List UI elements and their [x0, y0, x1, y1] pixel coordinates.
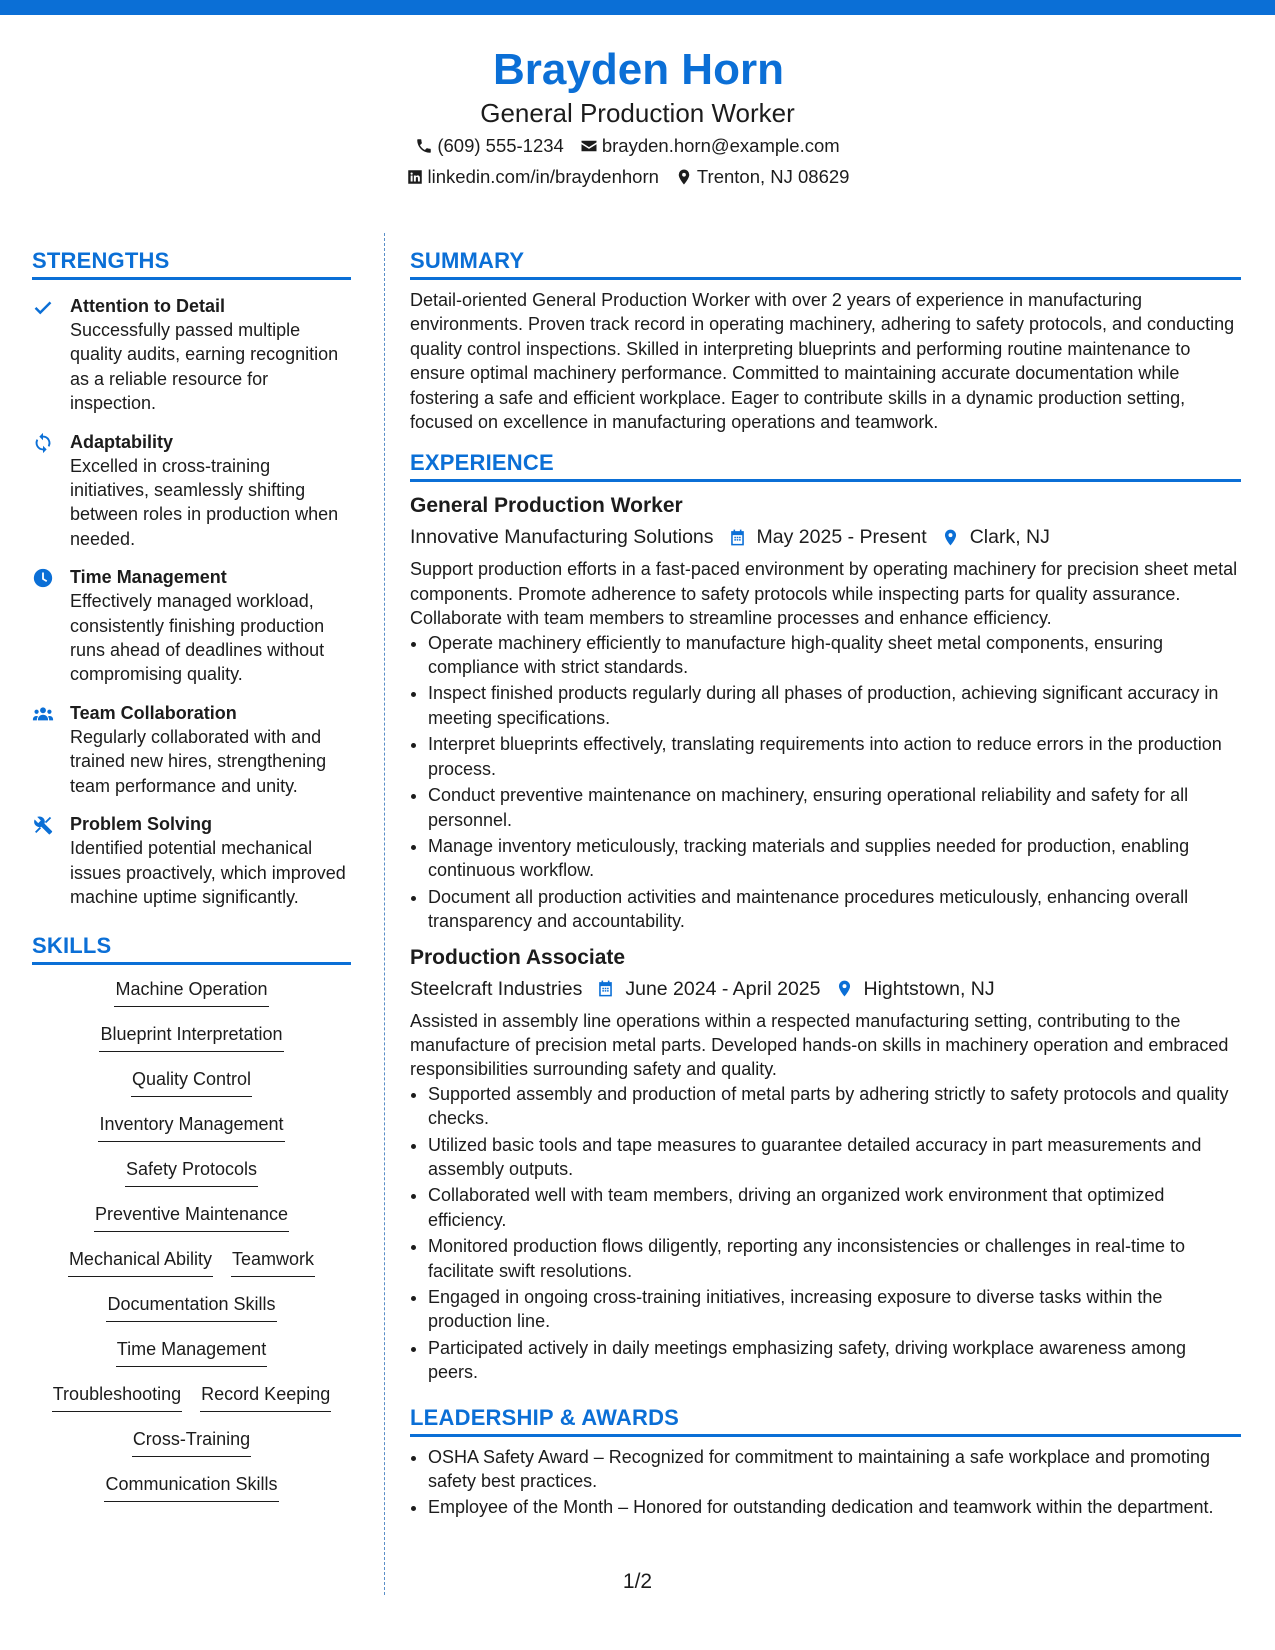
bullet-item: • Engaged in ongoing cross-training initiatives, increasing exposure to diverse tasks within the production line.: [428, 1285, 1241, 1334]
strength-item: [32, 430, 351, 552]
contact-email[interactable]: [580, 130, 840, 161]
skill-tag: Machine Operation: [114, 977, 268, 1007]
skill-tag: Time Management: [116, 1337, 267, 1367]
bullet-item: • Participated actively in daily meetings emphasizing safety, driving workplace awareness among peers.: [428, 1336, 1241, 1385]
skill-row: [32, 977, 351, 1022]
job-dates: May 2025 - Present: [756, 526, 927, 549]
summary-text: Detail-oriented General Production Worker with over 2 years of experience in manufacturing environments. Proven track record in operating machinery, adhering to safety protocols, and conducting quality control inspections. Skilled in interpreting blueprints and performing routine maintenance to ensure optimal machinery performance. Committed to maintaining accurate documentation while fostering a safe and efficient workplace. Eager to contribute skills in a dynamic production setting, focused on excellence in manufacturing operations and teamwork.: [410, 290, 1235, 433]
bullet-item: • Collaborated well with team members, driving an organized work environment that optimized efficiency.: [428, 1183, 1241, 1232]
bullet-item: • Inspect finished products regularly during all phases of production, achieving significant accuracy in meeting specifications.: [428, 681, 1241, 730]
strengths-list: [32, 294, 351, 909]
skill-tag: Safety Protocols: [125, 1157, 258, 1187]
bullet-item: • Operate machinery efficiently to manufacture high-quality sheet metal components, ensuring compliance with strict standards.: [428, 631, 1241, 680]
bullet-item: • Monitored production flows diligently, reporting any inconsistencies or challenges in real-time to facilitate swift resolutions.: [428, 1234, 1241, 1283]
job-meta: [410, 523, 1241, 551]
strength-item: [32, 812, 351, 909]
column-divider: [384, 233, 385, 1595]
resume-header: [0, 44, 1275, 192]
job-description: Assisted in assembly line operations within a respected manufacturing setting, contributing to the manufacture of precision metal parts. Developed hands-on skills in machinery operation and embraced responsibilities surrounding safety and quality.: [410, 1010, 1229, 1080]
left-column: [32, 246, 351, 1517]
skill-tag: Blueprint Interpretation: [99, 1022, 283, 1052]
page-number: 1/2: [622, 1570, 653, 1593]
bullet-item: • Interpret blueprints effectively, translating requirements into action to reduce errors in the production process.: [428, 732, 1241, 781]
bullet-item: • Utilized basic tools and tape measures to guarantee detailed accuracy in part measurements and assembly outputs.: [428, 1133, 1241, 1182]
contact-row-2: [0, 161, 1275, 192]
strength-title: Problem Solving: [70, 814, 213, 835]
strength-title: Attention to Detail: [70, 296, 225, 316]
job-dates: June 2024 - April 2025: [625, 977, 821, 1000]
candidate-title: General Production Worker: [480, 98, 795, 128]
contact-linkedin[interactable]: [406, 161, 659, 192]
skill-tag: Teamwork: [231, 1247, 315, 1277]
strengths-heading: STRENGTHS: [32, 246, 351, 280]
job-description: Support production efforts in a fast-paced environment by operating machinery for precision sheet metal components. Promote adherence to safety protocols while inspecting parts for quality assurance. Collaborate with team members to streamline processes and enhance efficiency.: [410, 559, 1238, 629]
experience-heading: EXPERIENCE: [410, 448, 1241, 482]
award-item: • Employee of the Month – Honored for outstanding dedication and teamwork within the department.: [428, 1495, 1241, 1519]
map-pin-icon: [675, 168, 693, 186]
sync-icon: [32, 432, 54, 454]
skill-tag: Cross-Training: [132, 1427, 251, 1457]
skill-tag: Documentation Skills: [106, 1292, 276, 1322]
skill-row: [32, 1202, 351, 1247]
bullet-item: • Document all production activities and maintenance procedures meticulously, enhancing overall transparency and accountability.: [428, 885, 1241, 934]
award-item: • OSHA Safety Award – Recognized for commitment to maintaining a safe workplace and promoting safety best practices.: [428, 1445, 1241, 1494]
awards-heading: LEADERSHIP & AWARDS: [410, 1403, 1241, 1437]
strength-desc: Successfully passed multiple quality audits, earning recognition as a reliable resource for inspection.: [70, 320, 339, 414]
tools-icon: [32, 814, 54, 836]
job-entry: [410, 492, 1241, 933]
job-bullets: [410, 1082, 1241, 1385]
strength-title: Adaptability: [70, 431, 174, 452]
job-meta: [410, 975, 1241, 1003]
clock-icon: [32, 567, 54, 589]
job-company: Steelcraft Industries: [410, 977, 583, 1000]
job-company: Innovative Manufacturing Solutions: [410, 526, 714, 549]
users-icon: [32, 703, 54, 725]
skill-row: [32, 1247, 351, 1292]
top-accent-bar: [0, 0, 1275, 15]
awards-list: [410, 1445, 1241, 1520]
skills-section: [32, 931, 351, 1517]
strength-desc: Excelled in cross-training initiatives, seamlessly shifting between roles in production when needed.: [70, 455, 339, 549]
skill-tag: Record Keeping: [200, 1382, 331, 1412]
job-title: Production Associate: [410, 945, 626, 969]
experience-section: [410, 448, 1241, 1384]
map-pin-icon: [941, 528, 960, 547]
strength-item: [32, 294, 351, 416]
envelope-icon: [580, 137, 598, 155]
map-pin-icon: [835, 979, 854, 998]
strength-desc: Effectively managed workload, consistently finishing production runs ahead of deadlines without compromising quality.: [70, 591, 325, 685]
skill-row: [32, 1292, 351, 1337]
skill-tag: Preventive Maintenance: [94, 1202, 289, 1232]
skills-list: [32, 977, 351, 1517]
calendar-icon: [596, 979, 615, 998]
calendar-icon: [728, 528, 747, 547]
bullet-item: • Manage inventory meticulously, tracking materials and supplies needed for production, enabling continuous workflow.: [428, 834, 1241, 883]
summary-heading: SUMMARY: [410, 246, 1241, 280]
check-icon: [32, 296, 54, 318]
strength-title: Team Collaboration: [70, 702, 237, 723]
skills-heading: SKILLS: [32, 931, 351, 965]
contact-phone[interactable]: [415, 130, 564, 161]
skill-row: [32, 1067, 351, 1112]
awards-section: [410, 1403, 1241, 1520]
skill-row: [32, 1022, 351, 1067]
job-entry: [410, 944, 1241, 1385]
location-text: Trenton, NJ 08629: [696, 166, 850, 187]
skill-row: [32, 1112, 351, 1157]
skill-tag: Mechanical Ability: [68, 1247, 213, 1277]
phone-icon: [415, 137, 433, 155]
job-bullets: [410, 631, 1241, 934]
job-title: General Production Worker: [410, 494, 683, 518]
strength-title: Time Management: [70, 567, 227, 588]
strength-item: [32, 701, 351, 798]
skill-tag: Troubleshooting: [52, 1382, 182, 1412]
strength-desc: Regularly collaborated with and trained new hires, strengthening team performance and unity.: [70, 726, 327, 796]
strength-item: [32, 565, 351, 687]
candidate-name: Brayden Horn: [493, 45, 784, 94]
skill-tag: Inventory Management: [98, 1112, 284, 1142]
contact-row-1: [0, 130, 1275, 161]
skill-row: [32, 1472, 351, 1517]
skill-row: [32, 1427, 351, 1472]
skill-tag: Quality Control: [131, 1067, 252, 1097]
email-text: brayden.horn@example.com: [601, 135, 840, 156]
contact-location: [675, 161, 850, 192]
bullet-item: • Conduct preventive maintenance on machinery, ensuring operational reliability and safety for all personnel.: [428, 783, 1241, 832]
job-location: Clark, NJ: [969, 526, 1050, 549]
skill-row: [32, 1337, 351, 1382]
skill-row: [32, 1382, 351, 1427]
right-column: [410, 246, 1241, 1522]
phone-text: (609) 555-1234: [437, 135, 564, 156]
linkedin-text: linkedin.com/in/braydenhorn: [427, 166, 659, 187]
job-location: Hightstown, NJ: [863, 977, 995, 1000]
bullet-item: • Supported assembly and production of metal parts by adhering strictly to safety protocols and quality checks.: [428, 1082, 1241, 1131]
strength-desc: Identified potential mechanical issues proactively, which improved machine uptime significantly.: [70, 838, 346, 907]
skill-row: [32, 1157, 351, 1202]
skill-tag: Communication Skills: [104, 1472, 278, 1502]
linkedin-icon: [406, 168, 424, 186]
